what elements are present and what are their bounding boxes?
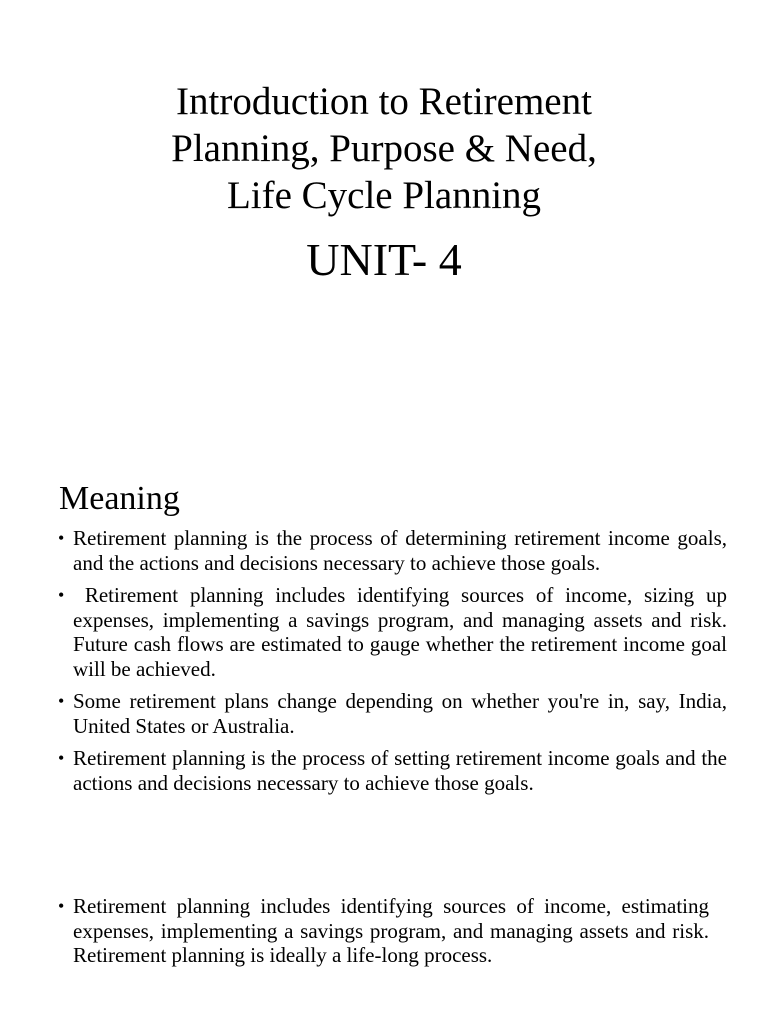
list-item	[0, 526, 727, 575]
unit-label: UNIT- 4	[306, 234, 462, 285]
bullet-dot-icon: •	[58, 585, 65, 605]
bullet-text: Retirement planning is the process of determining retirement income goals, and the actions and decisions necessary to achieve those goals.	[73, 526, 727, 575]
bullet-dot-icon: •	[58, 691, 65, 711]
bullet-text: Retirement planning is the process of setting retirement income goals and the actions and decisions necessary to achieve those goals.	[73, 746, 727, 795]
slide-title-line-1: Introduction to Retirement	[176, 80, 592, 123]
slide-title	[0, 78, 768, 219]
list-item	[0, 689, 727, 738]
title-slide	[0, 0, 768, 460]
bullet-text: Retirement planning includes identifying sources of income, estimating expenses, implementing a savings program, and managing assets and risk. Retirement planning is ideally a life-long process.	[73, 894, 709, 967]
section-heading: Meaning	[59, 480, 180, 517]
list-item	[0, 894, 709, 968]
bullet-dot-icon: •	[58, 896, 65, 916]
bullet-dot-icon: •	[58, 528, 65, 548]
bullet-list	[0, 526, 733, 968]
bullet-dot-icon: •	[58, 748, 65, 768]
list-item	[0, 746, 727, 795]
bullet-text: Some retirement plans change depending on whether you're in, say, India, United States or Australia.	[73, 689, 727, 738]
slide-title-line-2: Planning, Purpose & Need,	[171, 127, 597, 170]
bullet-text: Retirement planning includes identifying sources of income, sizing up expenses, implementing a savings program, and managing assets and risk. Future cash flows are estimated to gauge whether the retirement income goal will be achieved.	[73, 583, 733, 681]
slide-title-line-3: Life Cycle Planning	[226, 174, 542, 217]
list-item	[0, 583, 733, 681]
content-slide	[0, 470, 768, 1024]
